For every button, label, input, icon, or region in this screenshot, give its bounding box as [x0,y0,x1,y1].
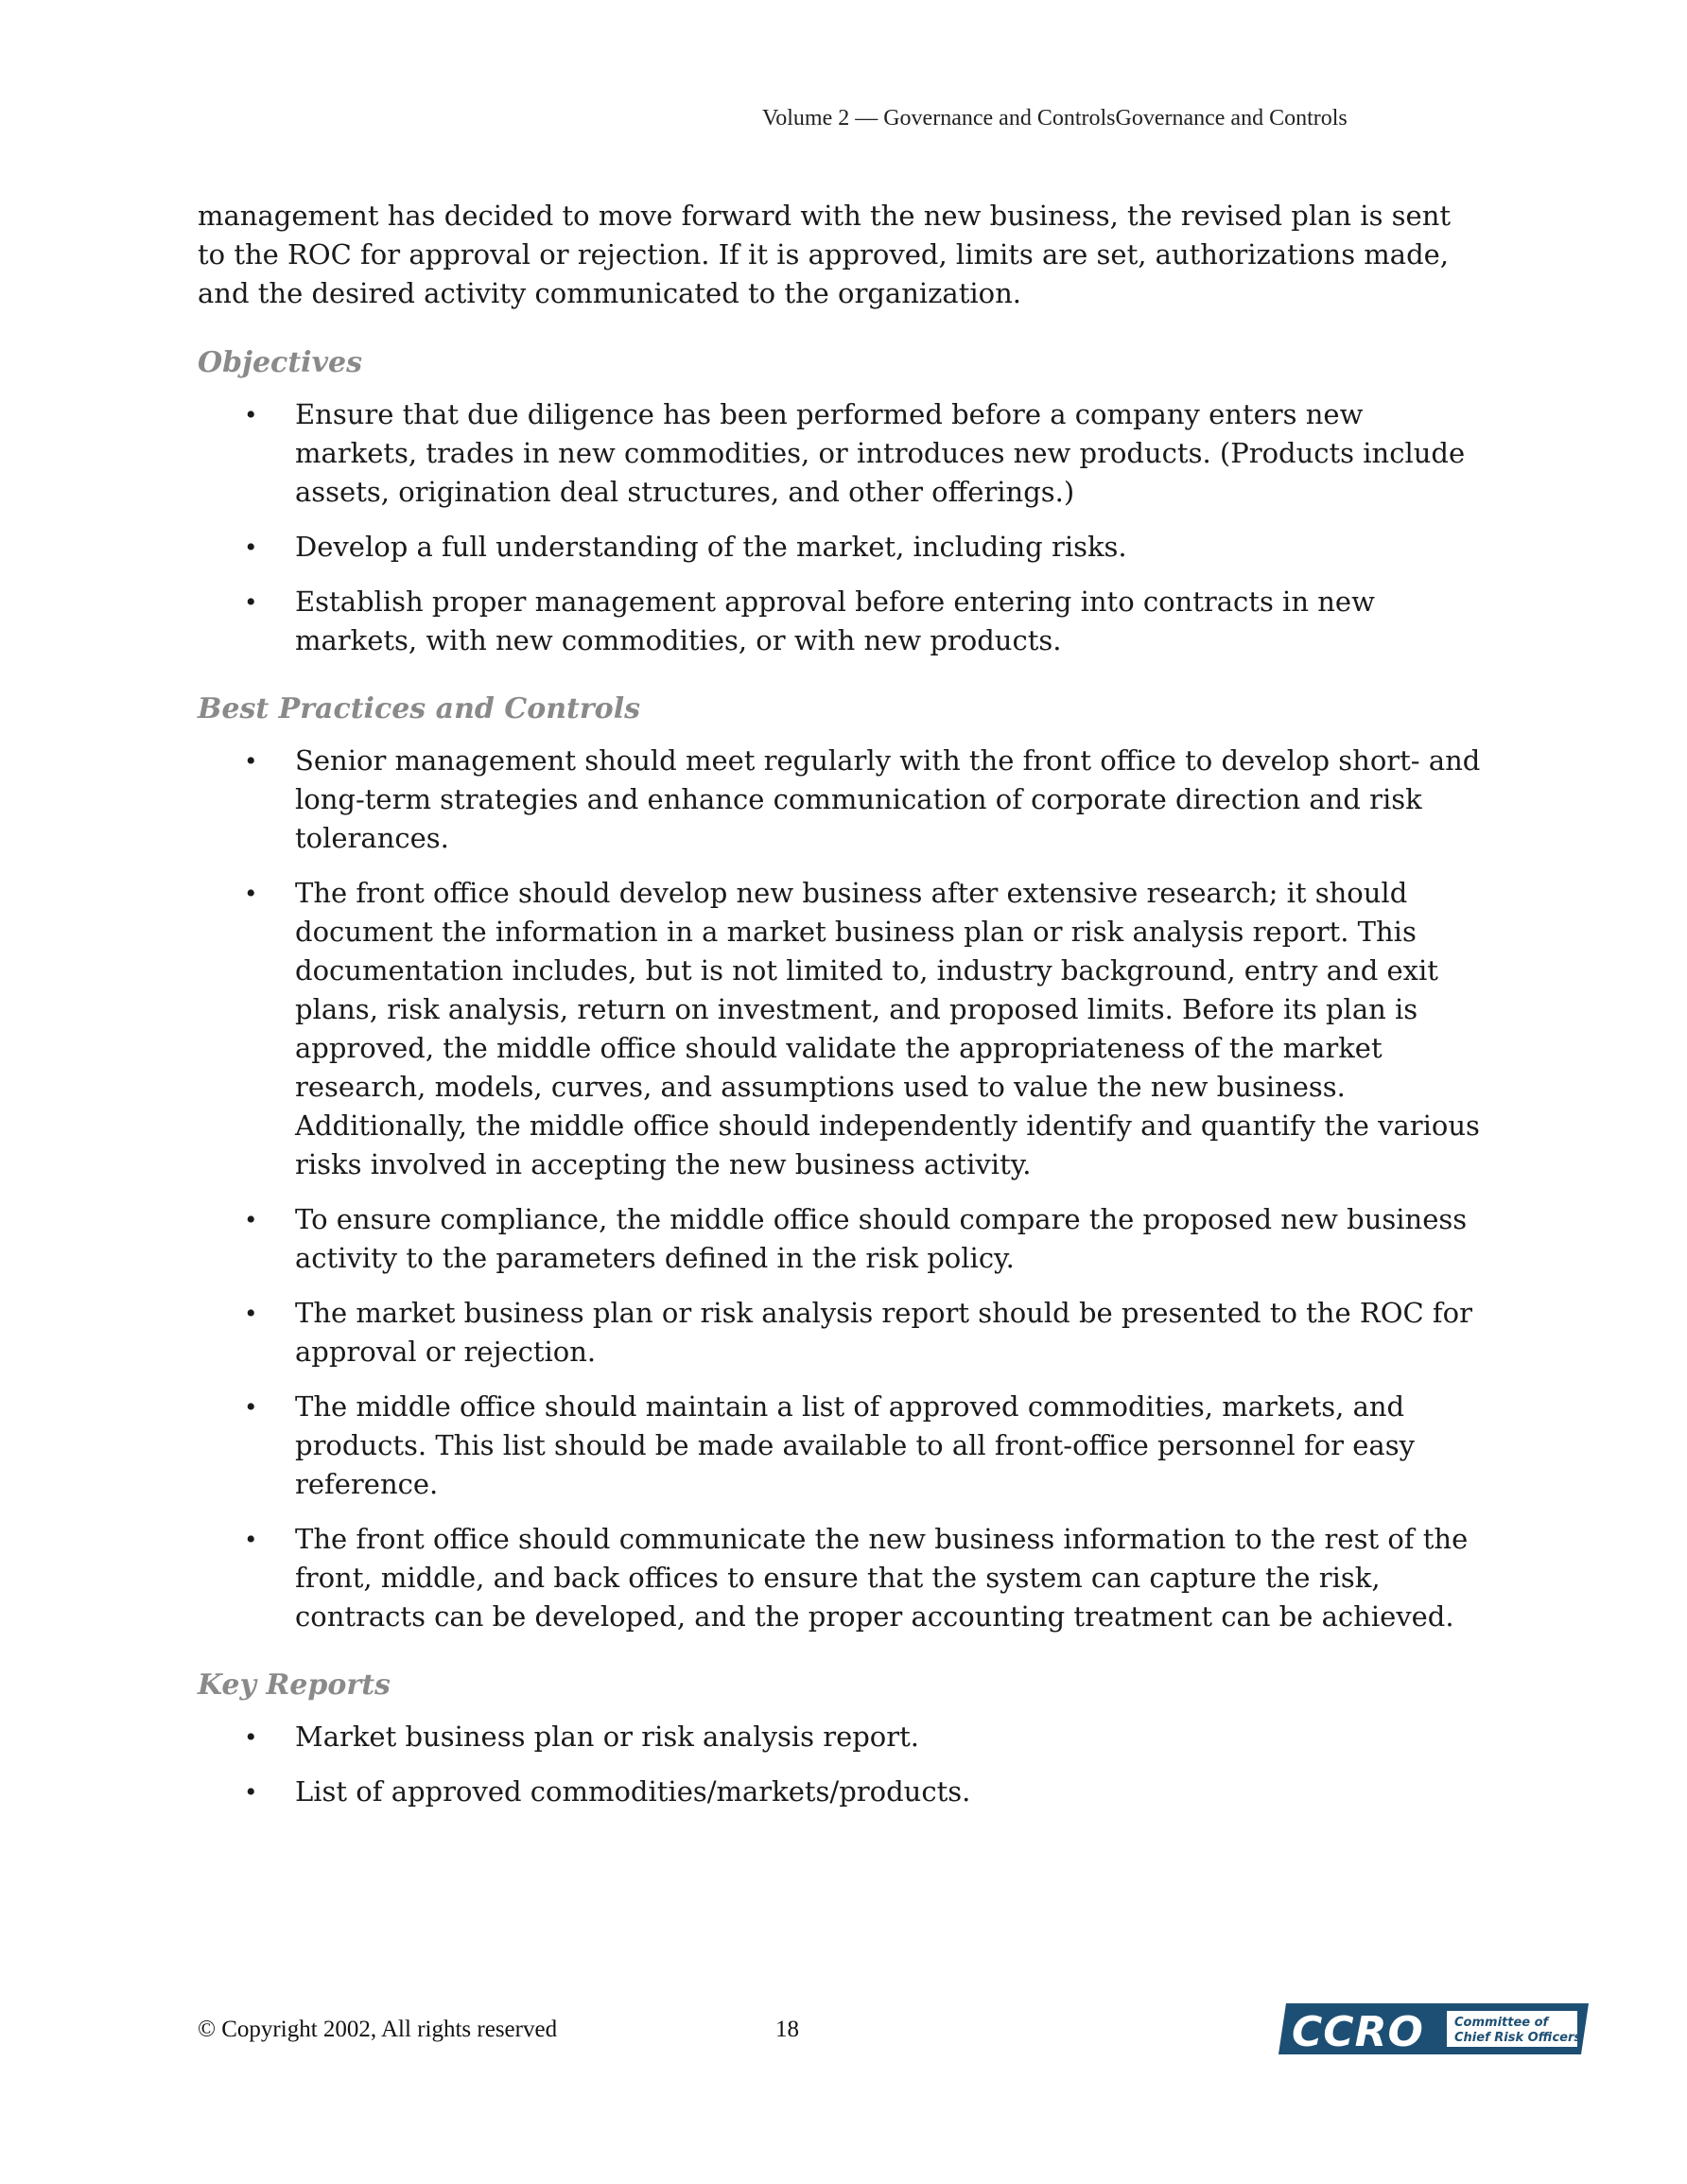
ccro-logo [1278,2003,1589,2054]
list-item [198,874,1484,1184]
list-item-text: The front office should develop new business after extensive research; it should document the information in a market business plan or risk analysis report. This documentation includes, but is not limited to, industry background, entry and exit plans, risk analysis, return on investment, and proposed limits. Before its plan is approved, the middle office should validate the appropriateness of the market research, models, curves, and assumptions used to value the new business. Additionally, the middle office should independently identify and quantify the various risks involved in accepting the new business activity. [295,877,1480,1180]
list-item-text: Ensure that due diligence has been performed before a company enters new markets, trades in new commodities, or introduces new products. (Products include assets, origination deal structures, and other offerings.) [295,398,1466,508]
list-item [198,1520,1484,1636]
list-item-text: The front office should communicate the new business information to the rest of the front, middle, and back offices to ensure that the system can capture the risk, contracts can be developed, and the proper accounting treatment can be achieved. [295,1523,1469,1633]
bullet-icon: • [246,532,256,563]
list-item [198,583,1484,660]
page-content [198,197,1484,1827]
bullet-icon: • [246,745,256,777]
logo-tagline-1: Committee of [1454,2016,1549,2030]
section-heading-key-reports: Key Reports [198,1669,391,1702]
bullet-icon: • [246,1721,256,1753]
logo-letters: CCRO [1292,2008,1424,2054]
footer-copyright: © Copyright 2002, All rights reserved [198,2017,558,2042]
bullet-icon: • [246,878,256,909]
bullet-icon: • [246,1204,256,1235]
list-item-text: Market business plan or risk analysis report. [295,1721,920,1753]
key-reports-list [198,1718,1484,1811]
list-item-text: Develop a full understanding of the market, including risks. [295,531,1127,563]
list-item-text: List of approved commodities/markets/products. [295,1775,971,1808]
objectives-list [198,395,1484,660]
list-item [198,1200,1484,1278]
list-item [198,395,1484,512]
bullet-icon: • [246,586,256,618]
list-item-text: The market business plan or risk analysis report should be presented to the ROC for approval or rejection. [295,1297,1472,1368]
running-header: Volume 2 — Governance and ControlsGovernance and Controls [762,106,1348,131]
bullet-icon: • [246,1391,256,1423]
list-item [198,1294,1484,1372]
section-heading-best-practices: Best Practices and Controls [198,692,640,725]
best-practices-list [198,742,1484,1636]
list-item [198,1388,1484,1504]
bullet-icon: • [246,1776,256,1808]
bullet-icon: • [246,399,256,430]
bullet-icon: • [246,1524,256,1555]
list-item-text: Senior management should meet regularly with the front office to develop short- and long-term strategies and enhance communication of corporate direction and risk tolerances. [295,744,1481,854]
list-item-text: To ensure compliance, the middle office should compare the proposed new business activity to the parameters defined in the risk policy. [295,1203,1468,1274]
bullet-icon: • [246,1298,256,1329]
intro-paragraph: management has decided to move forward with the new business, the revised plan is sent to the ROC for approval or rejection. If it is approved, limits are set, authorizations made, and the desired activity communicated to the organization. [198,200,1452,309]
list-item [198,1773,1484,1811]
list-item [198,1718,1484,1756]
section-heading-objectives: Objectives [198,346,362,379]
logo-tagline-2: Chief Risk Officers [1454,2031,1582,2045]
list-item [198,528,1484,567]
list-item-text: The middle office should maintain a list of approved commodities, markets, and products. This list should be made available to all front-office personnel for easy reference. [295,1390,1415,1500]
page-number: 18 [775,2017,799,2042]
list-item [198,742,1484,858]
list-item-text: Establish proper management approval before entering into contracts in new markets, with new commodities, or with new products. [295,585,1375,656]
